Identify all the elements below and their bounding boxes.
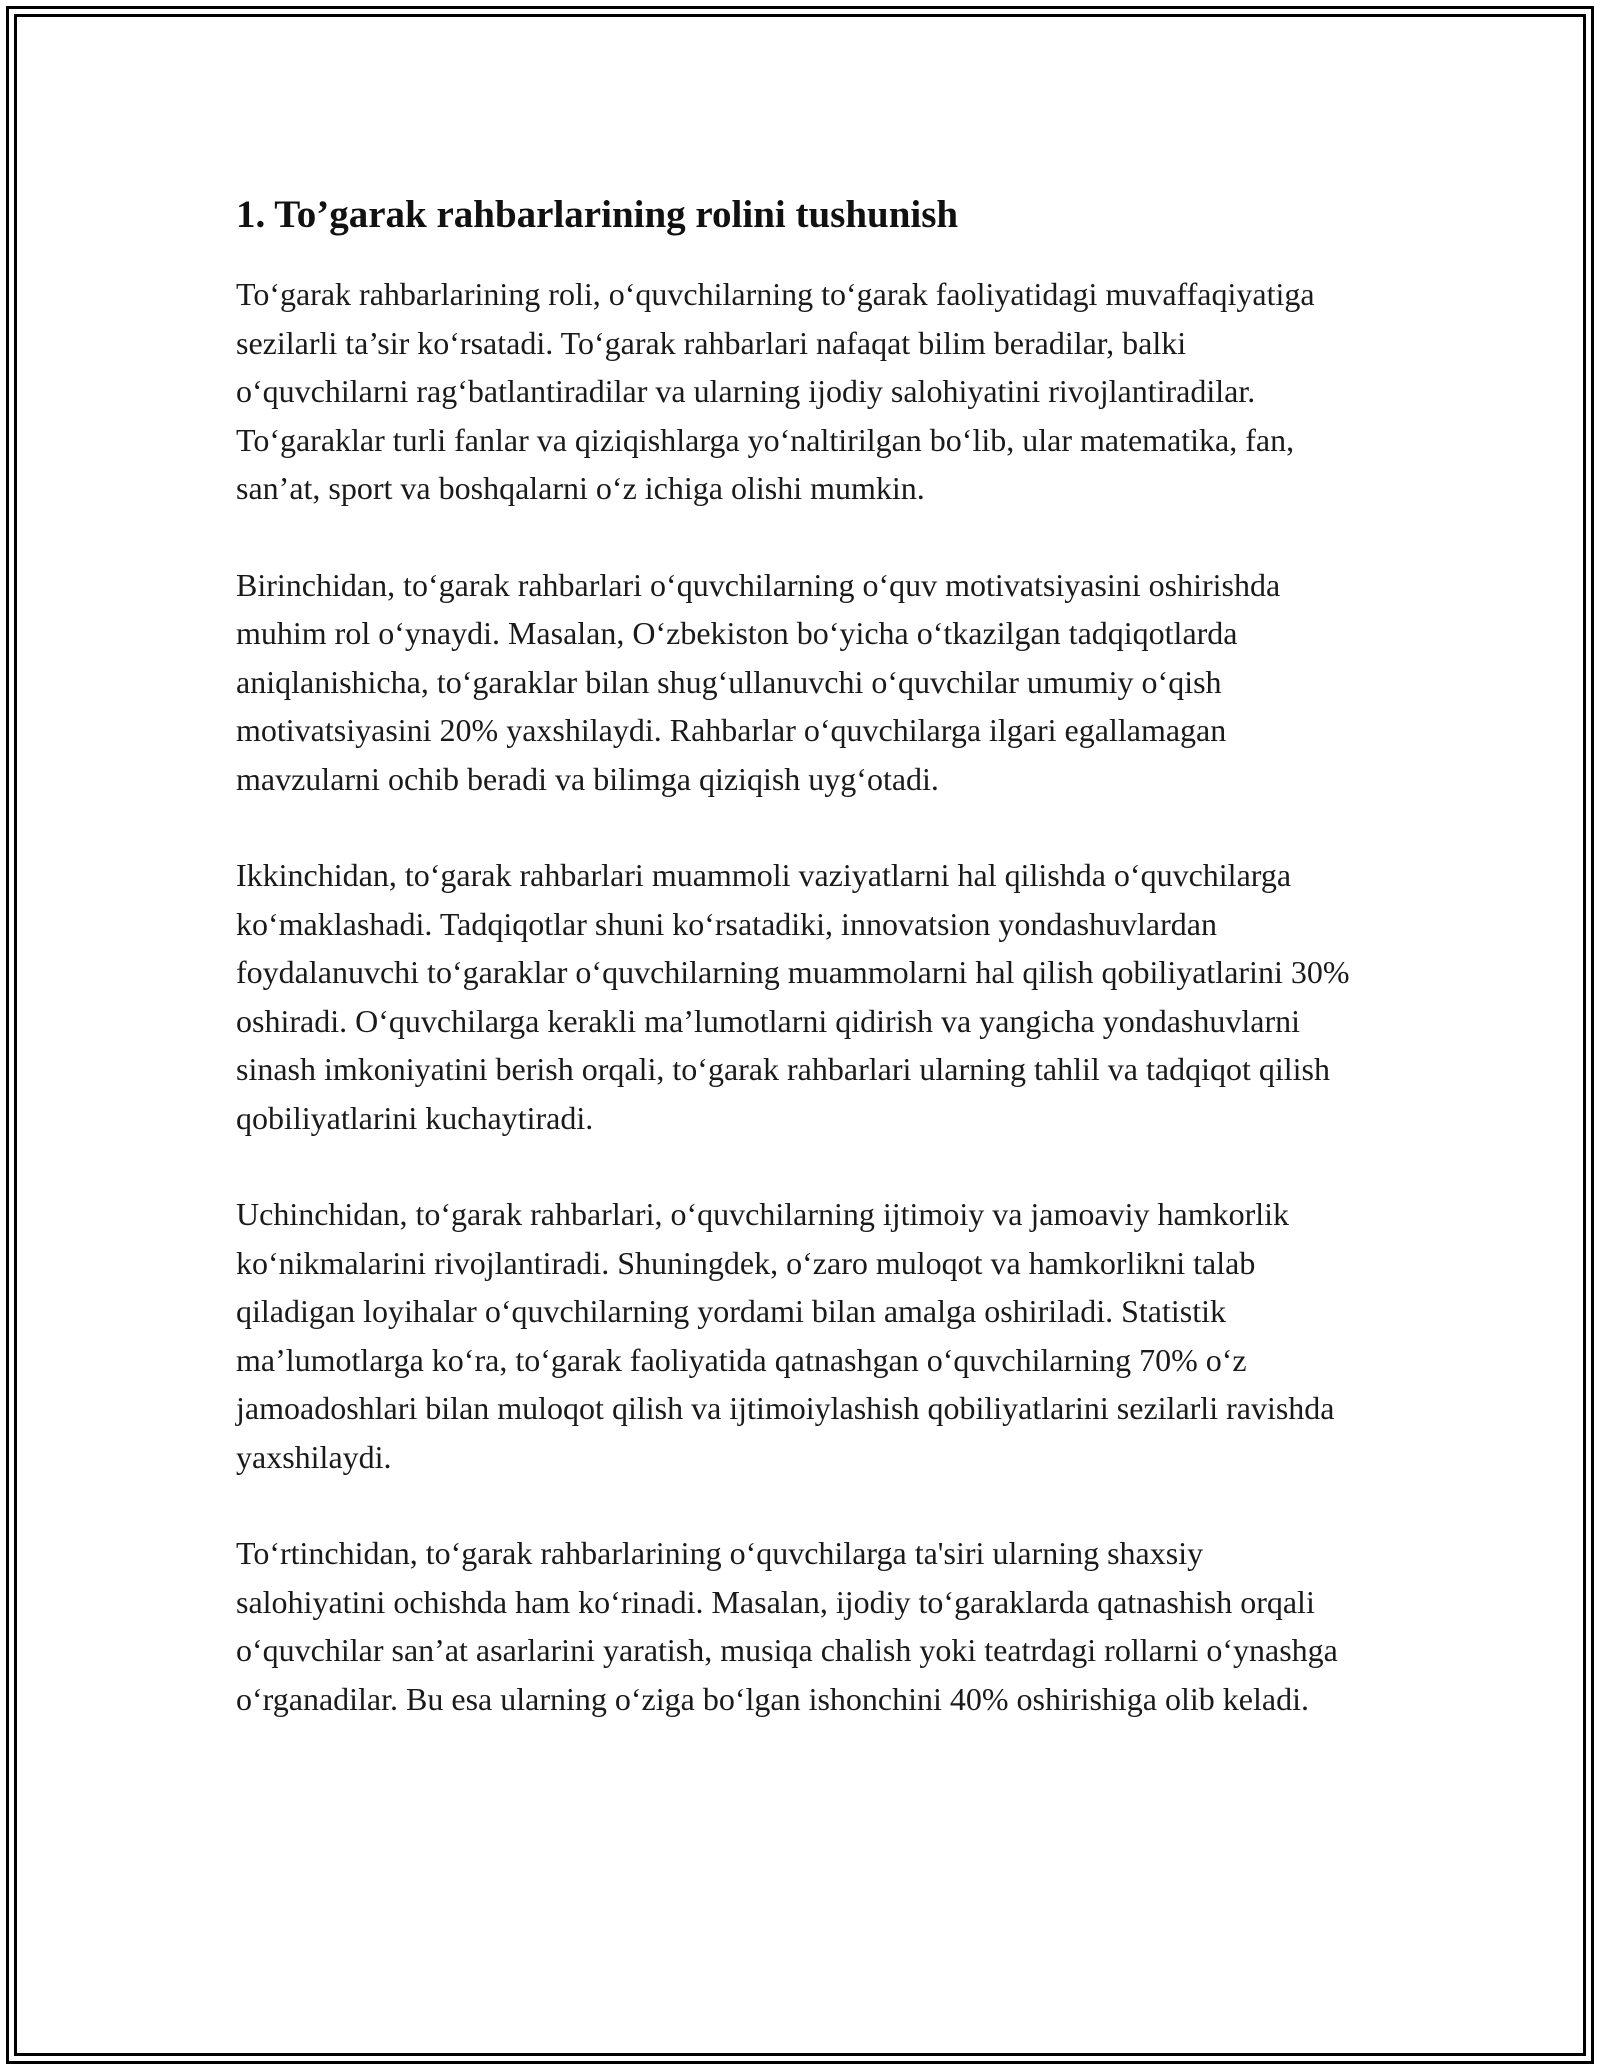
section-heading: 1. To’garak rahbarlarining rolini tushunish: [236, 193, 959, 236]
document-body: [236, 190, 1356, 1771]
paragraph-second: Ikkinchidan, to‘garak rahbarlari muammoli vaziyatlarni hal qilishda o‘quvchilarga ko‘maklashadi. Tadqiqotlar shuni ko‘rsatadiki, innovatsion yondashuvlardan foydalanuvchi to‘garaklar o‘quvchilarning muammolarni hal qilish qobiliyatlarini 30% oshiradi. O‘quvchilarga kerakli ma’lumotlarni qidirish va yangicha yondashuvlarni sinash imkoniyatini berish orqali, to‘garak rahbarlari ularning tahlil va tadqiqot qilish qobiliyatlarini kuchaytiradi.: [236, 857, 1350, 1136]
paragraph-third: Uchinchidan, to‘garak rahbarlari, o‘quvchilarning ijtimoiy va jamoaviy hamkorlik ko‘nikmalarini rivojlantiradi. Shuningdek, o‘zaro muloqot va hamkorlikni talab qiladigan loyihalar o‘quvchilarning yordami bilan amalga oshiriladi. Statistik ma’lumotlarga ko‘ra, to‘garak faoliyatida qatnashgan o‘quvchilarning 70% o‘z jamoadoshlari bilan muloqot qilish va ijtimoiylashish qobiliyatlarini sezilarli ravishda yaxshilaydi.: [236, 1196, 1335, 1475]
paragraph-first: Birinchidan, to‘garak rahbarlari o‘quvchilarning o‘quv motivatsiyasini oshirishda muhim rol o‘ynaydi. Masalan, O‘zbekiston bo‘yicha o‘tkazilgan tadqiqotlarda aniqlanishicha, to‘garaklar bilan shug‘ullanuvchi o‘quvchilar umumiy o‘qish motivatsiyasini 20% yaxshilaydi. Rahbarlar o‘quvchilarga ilgari egallamagan mavzularni ochib beradi va bilimga qiziqish uyg‘otadi.: [236, 566, 1281, 797]
paragraph-intro: To‘garak rahbarlarining roli, o‘quvchilarning to‘garak faoliyatidagi muvaffaqiyatiga sezilarli ta’sir ko‘rsatadi. To‘garak rahbarlari nafaqat bilim beradilar, balki o‘quvchilarni rag‘batlantiradilar va ularning ijodiy salohiyatini rivojlantiradilar. To‘garaklar turli fanlar va qiziqishlarga yo‘naltirilgan bo‘lib, ular matematika, fan, san’at, sport va boshqalarni o‘z ichiga olishi mumkin.: [236, 276, 1315, 506]
paragraph-fourth: To‘rtinchidan, to‘garak rahbarlarining o‘quvchilarga ta'siri ularning shaxsiy salohiyatini ochishda ham ko‘rinadi. Masalan, ijodiy to‘garaklarda qatnashish orqali o‘quvchilar san’at asarlarini yaratish, musiqa chalish yoki teatrdagi rollarni o‘ynashga o‘rganadilar. Bu esa ularning o‘ziga bo‘lgan ishonchini 40% oshirishiga olib keladi.: [236, 1535, 1338, 1717]
